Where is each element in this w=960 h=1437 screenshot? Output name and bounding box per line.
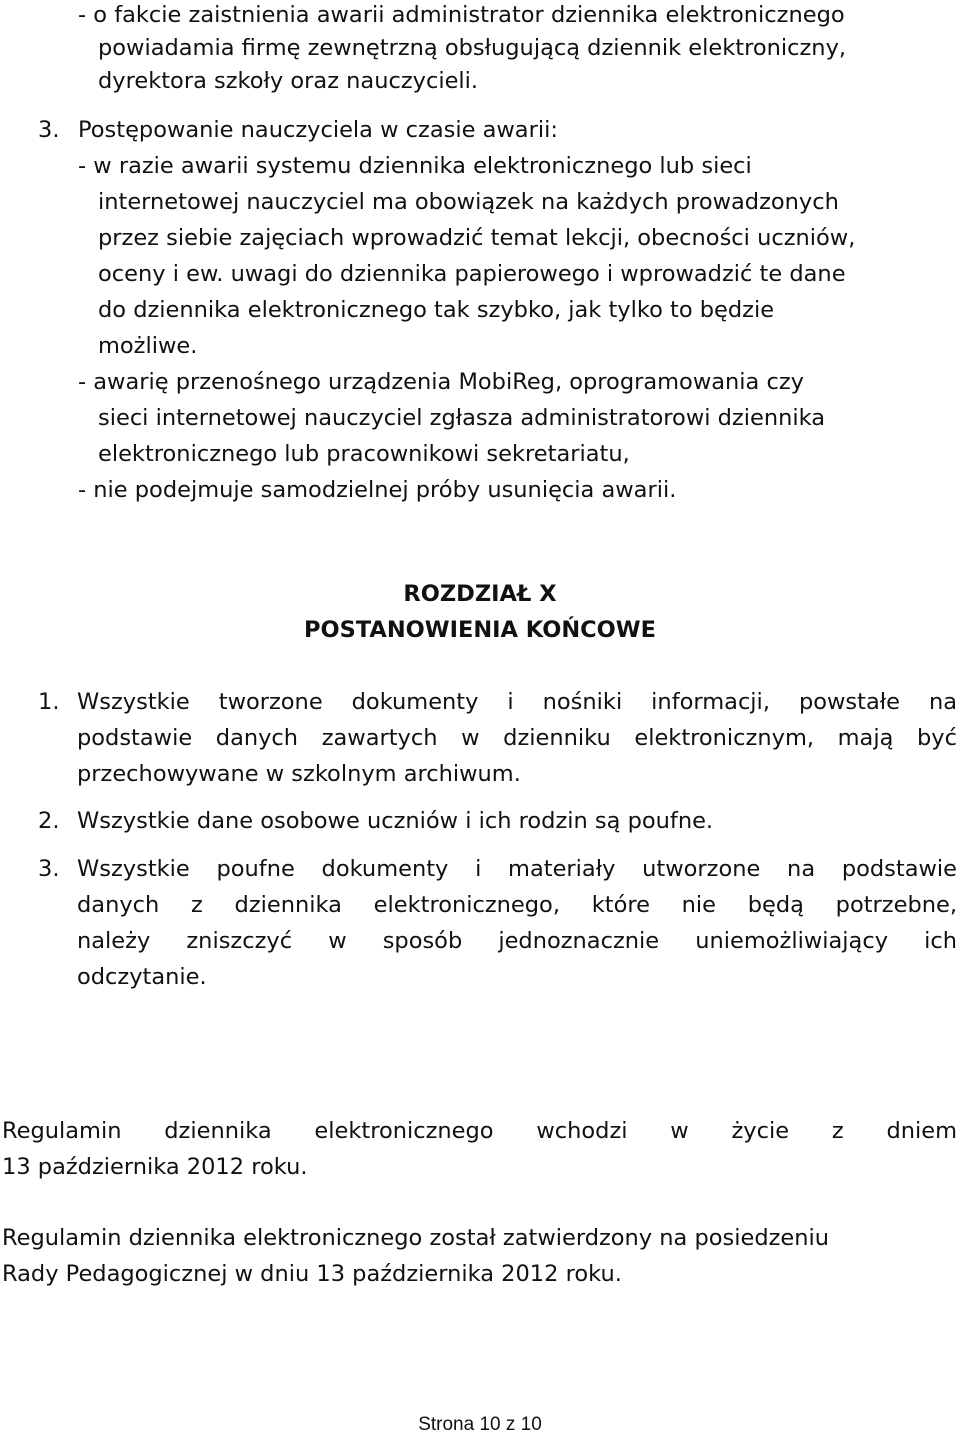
chapter-number-heading: ROZDZIAŁ X <box>403 581 557 607</box>
intro-line-1: - o fakcie zaistnienia awarii administrator dziennika elektronicznego <box>78 2 845 28</box>
section3-bullet1-line1: - w razie awarii systemu dziennika elektronicznego lub sieci <box>78 153 752 179</box>
section3-bullet2-line2: sieci internetowej nauczyciel zgłasza administratorowi dziennika <box>98 405 826 431</box>
chapter-title-heading: POSTANOWIENIA KOŃCOWE <box>303 617 656 643</box>
final-item-1-line3: przechowywane w szkolnym archiwum. <box>77 761 521 787</box>
section3-bullet1-line6: możliwe. <box>98 333 198 359</box>
section3-bullet1-line3: przez siebie zajęciach wprowadzić temat lekcji, obecności uczniów, <box>98 225 856 251</box>
final-item-1-number: 1. <box>38 689 60 715</box>
section3-bullet1-line5: do dziennika elektronicznego tak szybko, jak tylko to będzie <box>98 297 775 323</box>
final-item-3-number: 3. <box>38 856 60 882</box>
final-item-3-line2: danych z dziennika elektronicznego, które nie będą potrzebne, <box>77 892 957 918</box>
section3-bullet2-line1: - awarię przenośnego urządzenia MobiReg, oprogramowania czy <box>78 369 804 395</box>
final-item-3-line3: należy zniszczyć w sposób jednoznacznie uniemożliwiający ich <box>77 928 957 954</box>
page-footer: Strona 10 z 10 <box>418 1414 542 1435</box>
closing-para1-line1: Regulamin dziennika elektronicznego wchodzi w życie z dniem <box>2 1118 957 1144</box>
section3-bullet1-line2: internetowej nauczyciel ma obowiązek na każdych prowadzonych <box>98 189 839 215</box>
final-item-2-number: 2. <box>38 808 60 834</box>
closing-para2-line2: Rady Pedagogicznej w dniu 13 października 2012 roku. <box>2 1261 622 1287</box>
final-item-1-line1: Wszystkie tworzone dokumenty i nośniki informacji, powstałe na <box>77 689 957 715</box>
section3-bullet1-line4: oceny i ew. uwagi do dziennika papierowego i wprowadzić te dane <box>98 261 846 287</box>
intro-line-2: powiadamia firmę zewnętrzną obsługującą dziennik elektroniczny, <box>98 35 847 61</box>
section3-title: Postępowanie nauczyciela w czasie awarii: <box>78 117 558 143</box>
section3-bullet3: - nie podejmuje samodzielnej próby usunięcia awarii. <box>78 477 677 503</box>
intro-line-3: dyrektora szkoły oraz nauczycieli. <box>98 68 479 94</box>
final-item-3-line4: odczytanie. <box>77 964 207 990</box>
closing-para1-line2: 13 października 2012 roku. <box>2 1154 308 1180</box>
section3-number: 3. <box>38 117 60 143</box>
final-item-1-line2: podstawie danych zawartych w dzienniku elektronicznym, mają być <box>77 725 957 751</box>
final-item-2-line1: Wszystkie dane osobowe uczniów i ich rodzin są poufne. <box>77 808 714 834</box>
final-item-3-line1: Wszystkie poufne dokumenty i materiały utworzone na podstawie <box>77 856 957 882</box>
closing-para2-line1: Regulamin dziennika elektronicznego został zatwierdzony na posiedzeniu <box>2 1225 830 1251</box>
section3-bullet2-line3: elektronicznego lub pracownikowi sekretariatu, <box>98 441 630 467</box>
